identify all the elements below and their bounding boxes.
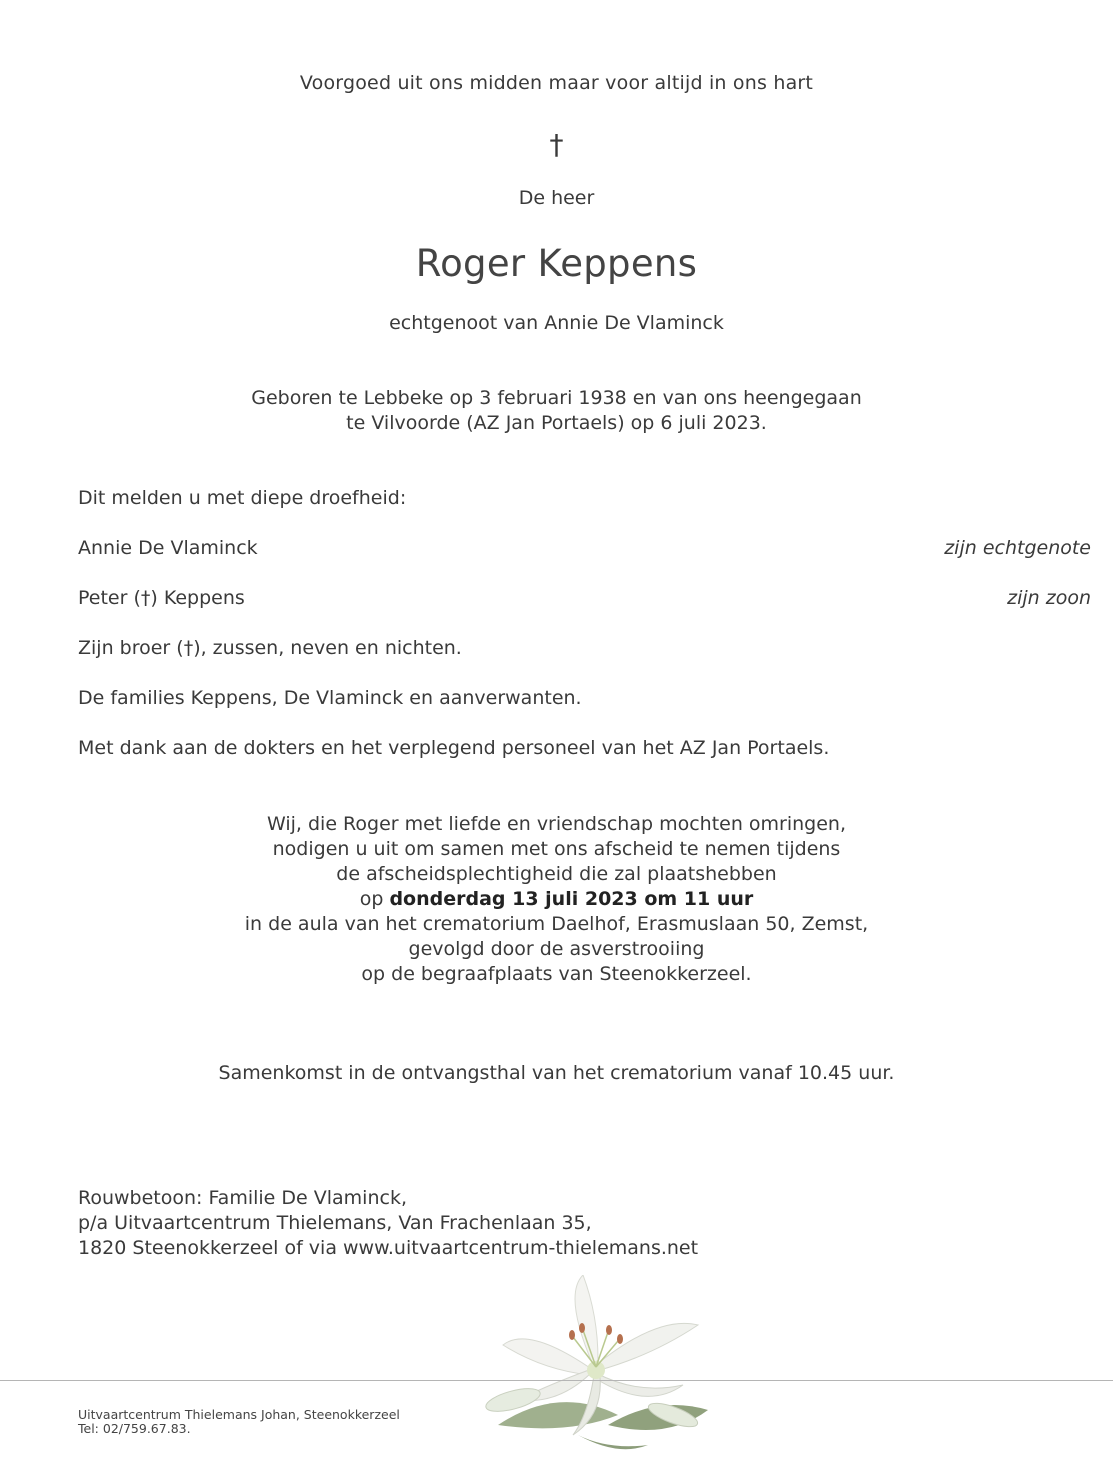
invitation-line: gevolgd door de asverstrooiing <box>408 938 705 960</box>
mourner-name: Annie De Vlaminck <box>78 537 258 559</box>
birth-death-info <box>0 386 1113 436</box>
mourner-name: Peter (†) Keppens <box>78 587 245 609</box>
title: De heer <box>518 187 595 209</box>
footer-divider <box>0 1380 1113 1381</box>
footer-line: Tel: 02/759.67.83. <box>78 1421 191 1436</box>
lily-flower-icon <box>468 1275 718 1455</box>
families-line: De families Keppens, De Vlaminck en aanverwanten. <box>78 687 582 709</box>
address-line: 1820 Steenokkerzeel of via www.uitvaartcentrum-thielemans.net <box>78 1237 699 1259</box>
invitation-block <box>0 812 1113 987</box>
ceremony-date: donderdag 13 juli 2023 om 11 uur <box>389 888 754 910</box>
ceremony-date-line <box>0 887 1113 912</box>
birth-line-1: Geboren te Lebbeke op 3 februari 1938 en van ons heengegaan <box>251 387 862 409</box>
cross-symbol: † <box>549 128 564 161</box>
address-line: p/a Uitvaartcentrum Thielemans, Van Frachenlaan 35, <box>78 1212 592 1234</box>
mourner-relation: zijn zoon <box>1007 587 1091 609</box>
siblings-line: Zijn broer (†), zussen, neven en nichten. <box>78 637 462 659</box>
invitation-line: nodigen u uit om samen met ons afscheid te nemen tijdens <box>272 838 841 860</box>
funeral-home-footer <box>78 1408 400 1436</box>
footer-line: Uitvaartcentrum Thielemans Johan, Steenokkerzeel <box>78 1407 400 1422</box>
motto: Voorgoed uit ons midden maar voor altijd in ons hart <box>299 72 814 94</box>
condolence-address <box>78 1186 698 1261</box>
gathering-line: Samenkomst in de ontvangsthal van het crematorium vanaf 10.45 uur. <box>218 1062 895 1084</box>
birth-line-2: te Vilvoorde (AZ Jan Portaels) op 6 juli 2023. <box>346 412 767 434</box>
invitation-line: de afscheidsplechtigheid die zal plaatshebben <box>336 863 777 885</box>
spouse-line: echtgenoot van Annie De Vlaminck <box>389 312 724 334</box>
invitation-line: op de begraafplaats van Steenokkerzeel. <box>361 963 752 985</box>
mourners-intro: Dit melden u met diepe droefheid: <box>78 487 407 509</box>
thanks-line: Met dank aan de dokters en het verplegend personeel van het AZ Jan Portaels. <box>78 737 830 759</box>
invitation-line: Wij, die Roger met liefde en vriendschap mochten omringen, <box>266 813 847 835</box>
ceremony-date-prefix: op <box>359 888 384 910</box>
address-line: Rouwbetoon: Familie De Vlaminck, <box>78 1187 407 1209</box>
mourner-relation: zijn echtgenote <box>944 537 1091 559</box>
deceased-name: Roger Keppens <box>415 242 698 285</box>
invitation-line: in de aula van het crematorium Daelhof, Erasmuslaan 50, Zemst, <box>244 913 869 935</box>
